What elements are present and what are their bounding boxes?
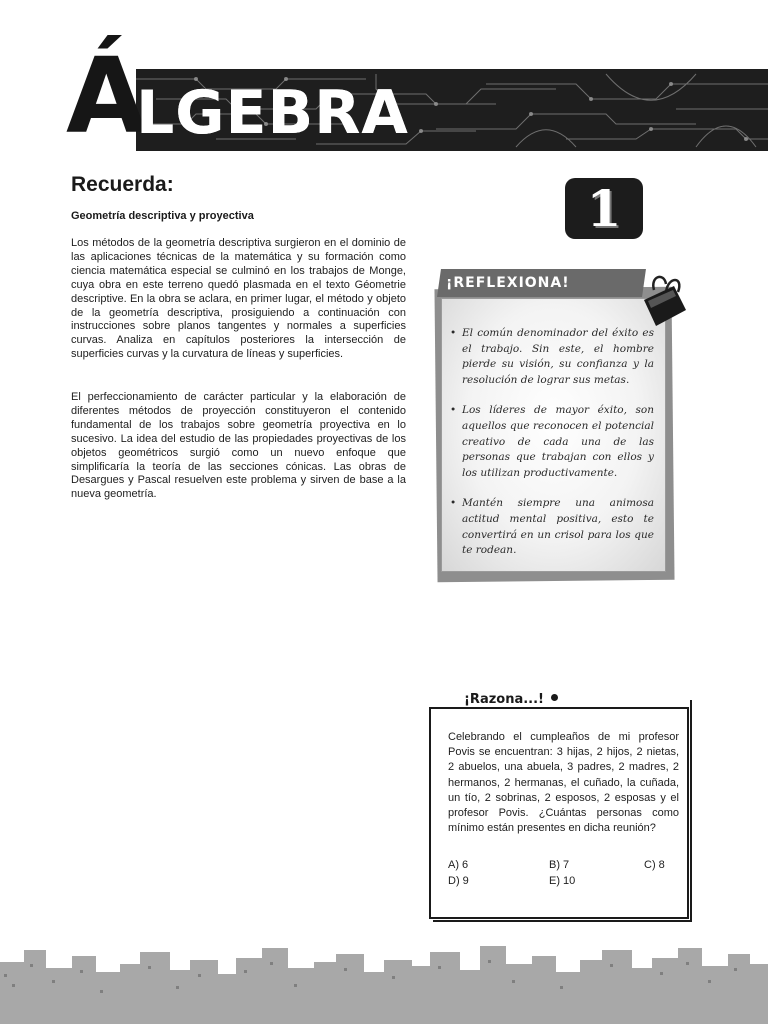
razona-problem: Celebrando el cumpleaños de mi profesor Povis se encuentran: 3 hijas, 2 hijos, 2 nietas, 2 abuelos, una abuela, 3 padres, 2 madres, 2 hermanos, 2 hermanas, el cuñado, la cuñada, un tío, 2 sobrinas, 2 esposos, 2 esposas y el profesor Povis. ¿Cuántas personas como mínimo están presentes en dicha reunión? — [448, 731, 679, 835]
reflexiona-item: • Los líderes de mayor éxito, son aquellos que reconocen el potencial creativo de cada una de las personas que trabajan con ellos y los utilizan productivamente. — [448, 403, 654, 481]
option-d: D) 9 — [448, 875, 469, 887]
section-heading: Recuerda: — [71, 173, 174, 196]
reflexiona-list — [448, 326, 654, 574]
lesson-number-badge — [565, 178, 643, 239]
lesson-number: 1 — [586, 178, 622, 238]
title-initial-letter: Á — [66, 35, 145, 157]
binder-clip-icon — [640, 270, 690, 328]
reflexiona-item: • Mantén siempre una animosa actitud mental positiva, esto te convertirá en un crisol para los que te rodean. — [448, 496, 654, 558]
reflexiona-item: • El común denominador del éxito es el trabajo. Sin este, el hombre pierde su visión, su confianza y la resolución de lograr sus metas. — [448, 326, 654, 388]
body-paragraph-2: El perfeccionamiento de carácter particular y la elaboración de diferentes métodos de proyección constituyeron el contenido fundamental de los trabajos sobre geometría proyectiva en lo sucesivo. La idea del estudio de las propiedades proyectivas de los objetos geométricos surgió como un nuevo enfoque que simplificaría la teoría de las secciones cónicas. Las obras de Desargues y Pascal resuelven este problema y sirven de base a la nueva geometría. — [71, 391, 406, 501]
reflexiona-label: ¡REFLEXIONA! — [446, 275, 570, 291]
cityscape-skyline — [0, 940, 768, 1024]
option-e: E) 10 — [549, 875, 576, 887]
section-subtitle: Geometría descriptiva y proyectiva — [71, 210, 254, 222]
page-title: LGEBRA — [136, 78, 409, 148]
body-paragraph-1: Los métodos de la geometría descriptiva surgieron en el dominio de las aplicaciones técnicas de la matemática y su formación como ciencia matemática especial se culminó en los trabajos de Monge, cuya obra en este terreno quedó plasmada en el texto Géometrie descriptive. En la obra se aclara, en primer lugar, el método y objeto de la geometría descriptiva, prosiguiendo a continuación con instrucciones sobre planos tangentes y normales a superficies curvas. Analiza en capítulos posteriores la intersección de superficies curvas y la curvatura de líneas y superficies. — [71, 237, 406, 361]
razona-dot — [551, 694, 558, 701]
razona-label: ¡Razona...! — [458, 692, 550, 707]
option-c: C) 8 — [644, 859, 665, 871]
option-a: A) 6 — [448, 859, 469, 871]
option-b: B) 7 — [549, 859, 570, 871]
